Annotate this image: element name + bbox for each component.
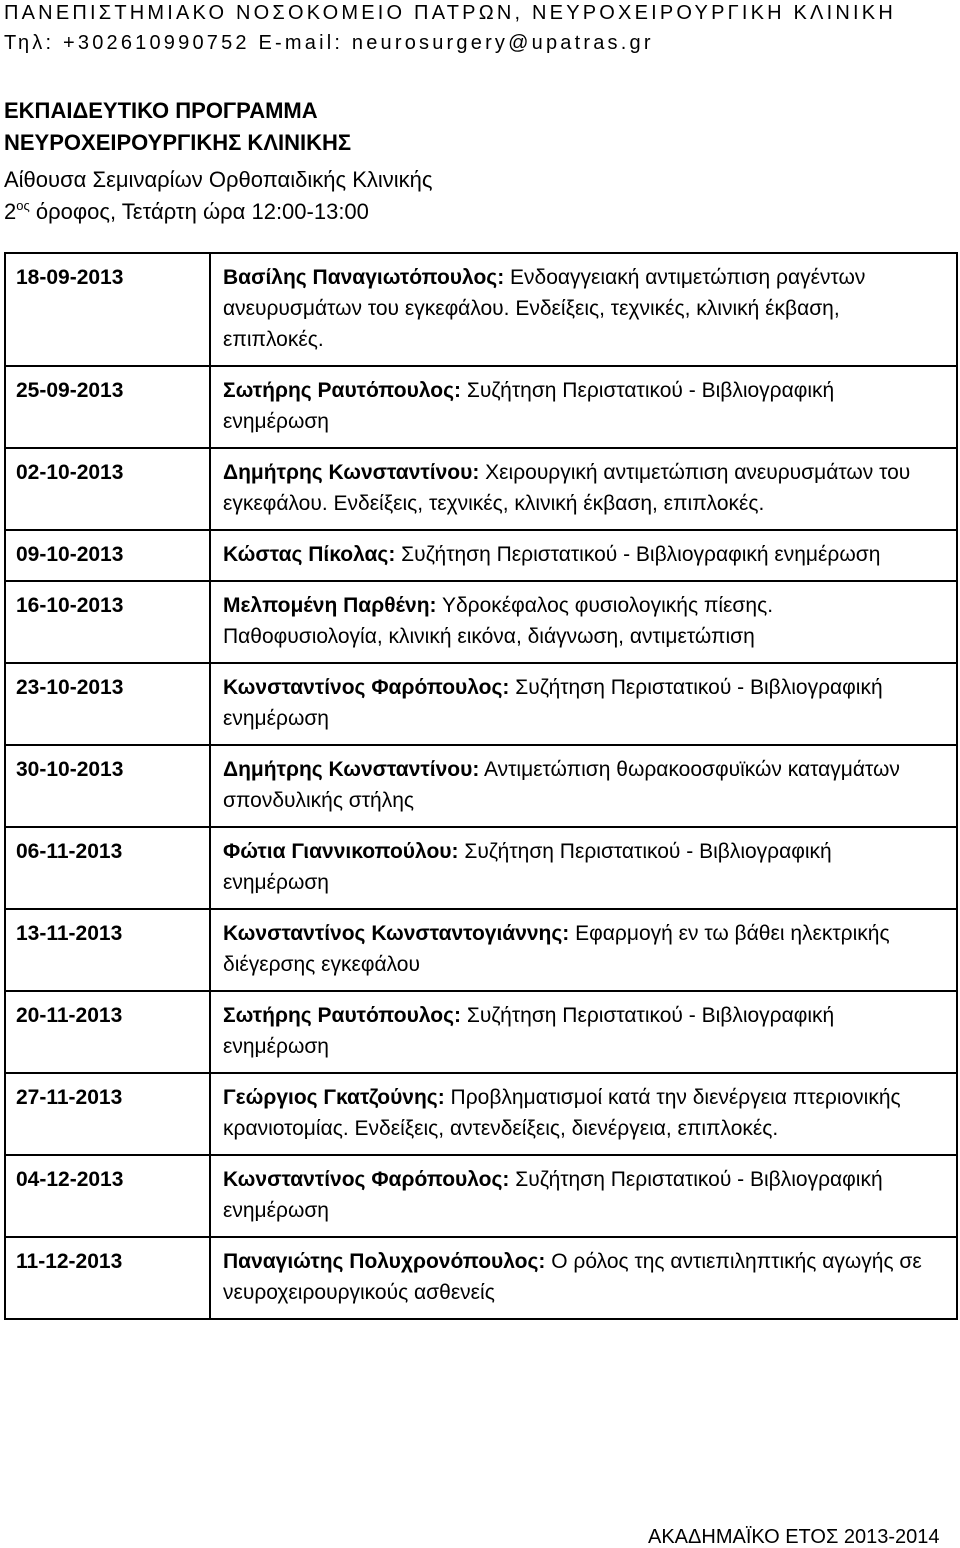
table-row (5, 530, 957, 581)
session-speaker: Μελπομένη Παρθένη: (223, 594, 437, 617)
session-description (210, 253, 957, 366)
session-speaker: Κώστας Πίκολας: (223, 543, 396, 566)
hospital-header: ΠΑΝΕΠΙΣΤΗΜΙΑΚΟ ΝΟΣΟΚΟΜΕΙΟ ΠΑΤΡΩΝ, ΝΕΥΡΟΧΕΙΡΟΥΡΓΙΚΗ ΚΛΙΝΙΚΗ (4, 2, 896, 24)
floor-number: 2 (4, 199, 17, 224)
session-topic: Συζήτηση Περιστατικού - Βιβλιογραφική ενημέρωση (395, 543, 881, 566)
table-row (5, 1073, 957, 1155)
session-date: 27-11-2013 (5, 1073, 210, 1155)
session-speaker: Γεώργιος Γκατζούνης: (223, 1086, 445, 1109)
contact-line: Τηλ: +302610990752 E-mail: neurosurgery@upatras.gr (4, 32, 654, 54)
session-date: 06-11-2013 (5, 827, 210, 909)
session-description (210, 581, 957, 663)
session-speaker: Κωνσταντίνος Φαρόπουλος: (223, 1168, 510, 1191)
schedule-table (4, 252, 958, 1320)
session-description (210, 827, 957, 909)
session-description (210, 366, 957, 448)
session-description (210, 448, 957, 530)
session-speaker: Δημήτρης Κωνσταντίνου: (223, 758, 480, 781)
table-row (5, 366, 957, 448)
session-date: 30-10-2013 (5, 745, 210, 827)
session-speaker: Φώτια Γιαννικοπούλου: (223, 840, 459, 863)
session-description (210, 663, 957, 745)
session-topic: Εφαρμογή εν τω βάθει ηλεκτρικής διέγερσης εγκεφάλου (223, 922, 890, 976)
session-date: 20-11-2013 (5, 991, 210, 1073)
session-date: 18-09-2013 (5, 253, 210, 366)
table-row (5, 827, 957, 909)
session-date: 16-10-2013 (5, 581, 210, 663)
program-subtitle: ΝΕΥΡΟΧΕΙΡΟΥΡΓΙΚΗΣ ΚΛΙΝΙΚΗΣ (4, 130, 352, 155)
session-date: 09-10-2013 (5, 530, 210, 581)
session-topic: Υδροκέφαλος φυσιολογικής πίεσης. Παθοφυσιολογία, κλινική εικόνα, διάγνωση, αντιμετώπιση (223, 594, 774, 648)
schedule-info (4, 199, 369, 225)
session-date: 11-12-2013 (5, 1237, 210, 1319)
session-date: 23-10-2013 (5, 663, 210, 745)
session-description (210, 530, 957, 581)
session-topic: Συζήτηση Περιστατικού - Βιβλιογραφική ενημέρωση (223, 1004, 835, 1058)
table-row (5, 581, 957, 663)
session-description (210, 909, 957, 991)
program-title: ΕΚΠΑΙΔΕΥΤΙΚΟ ΠΡΟΓΡΑΜΜΑ (4, 98, 318, 123)
session-date: 13-11-2013 (5, 909, 210, 991)
session-date: 02-10-2013 (5, 448, 210, 530)
session-speaker: Κωνσταντίνος Κωνσταντογιάννης: (223, 922, 570, 945)
session-topic: Προβληματισμοί κατά την διενέργεια πτεριονικής κρανιοτομίας. Ενδείξεις, αντενδείξεις, διενέργεια, επιπλοκές. (223, 1086, 901, 1140)
table-row (5, 253, 957, 366)
session-topic: Ο ρόλος της αντιεπιληπτικής αγωγής σε νευροχειρουργικούς ασθενείς (223, 1250, 922, 1304)
table-row (5, 448, 957, 530)
session-description (210, 1073, 957, 1155)
session-topic: Χειρουργική αντιμετώπιση ανευρυσμάτων του εγκεφάλου. Ενδείξεις, τεχνικές, κλινική έκβαση, επιπλοκές. (223, 461, 911, 515)
schedule-body (5, 253, 957, 1319)
session-description (210, 745, 957, 827)
session-date: 25-09-2013 (5, 366, 210, 448)
session-speaker: Σωτήρης Ραυτόπουλος: (223, 1004, 461, 1027)
session-topic: Αντιμετώπιση θωρακοοσφυϊκών καταγμάτων σπονδυλικής στήλης (223, 758, 900, 812)
session-topic: Συζήτηση Περιστατικού - Βιβλιογραφική ενημέρωση (223, 676, 883, 730)
session-speaker: Παναγιώτης Πολυχρονόπουλος: (223, 1250, 546, 1273)
session-speaker: Βασίλης Παναγιωτόπουλος: (223, 266, 505, 289)
table-row (5, 663, 957, 745)
table-row (5, 1237, 957, 1319)
table-row (5, 991, 957, 1073)
table-row (5, 745, 957, 827)
session-date: 04-12-2013 (5, 1155, 210, 1237)
session-topic: Συζήτηση Περιστατικού - Βιβλιογραφική ενημέρωση (223, 840, 832, 894)
table-row (5, 909, 957, 991)
session-speaker: Σωτήρης Ραυτόπουλος: (223, 379, 461, 402)
session-speaker: Δημήτρης Κωνσταντίνου: (223, 461, 480, 484)
academic-year: ΑΚΑΔΗΜΑΪΚΟ ΕΤΟΣ 2013-2014 (648, 1526, 940, 1548)
session-description (210, 1237, 957, 1319)
session-description (210, 1155, 957, 1237)
session-description (210, 991, 957, 1073)
session-topic: Ενδοαγγειακή αντιμετώπιση ραγέντων ανευρυσμάτων του εγκεφάλου. Ενδείξεις, τεχνικές, κλινική έκβαση, επιπλοκές. (223, 266, 866, 351)
floor-suffix: ος (16, 198, 30, 213)
session-topic: Συζήτηση Περιστατικού - Βιβλιογραφική ενημέρωση (223, 379, 835, 433)
venue: Αίθουσα Σεμιναρίων Ορθοπαιδικής Κλινικής (4, 167, 433, 192)
table-row (5, 1155, 957, 1237)
session-speaker: Κωνσταντίνος Φαρόπουλος: (223, 676, 510, 699)
schedule-text: όροφος, Τετάρτη ώρα 12:00-13:00 (29, 199, 369, 224)
session-topic: Συζήτηση Περιστατικού - Βιβλιογραφική ενημέρωση (223, 1168, 883, 1222)
